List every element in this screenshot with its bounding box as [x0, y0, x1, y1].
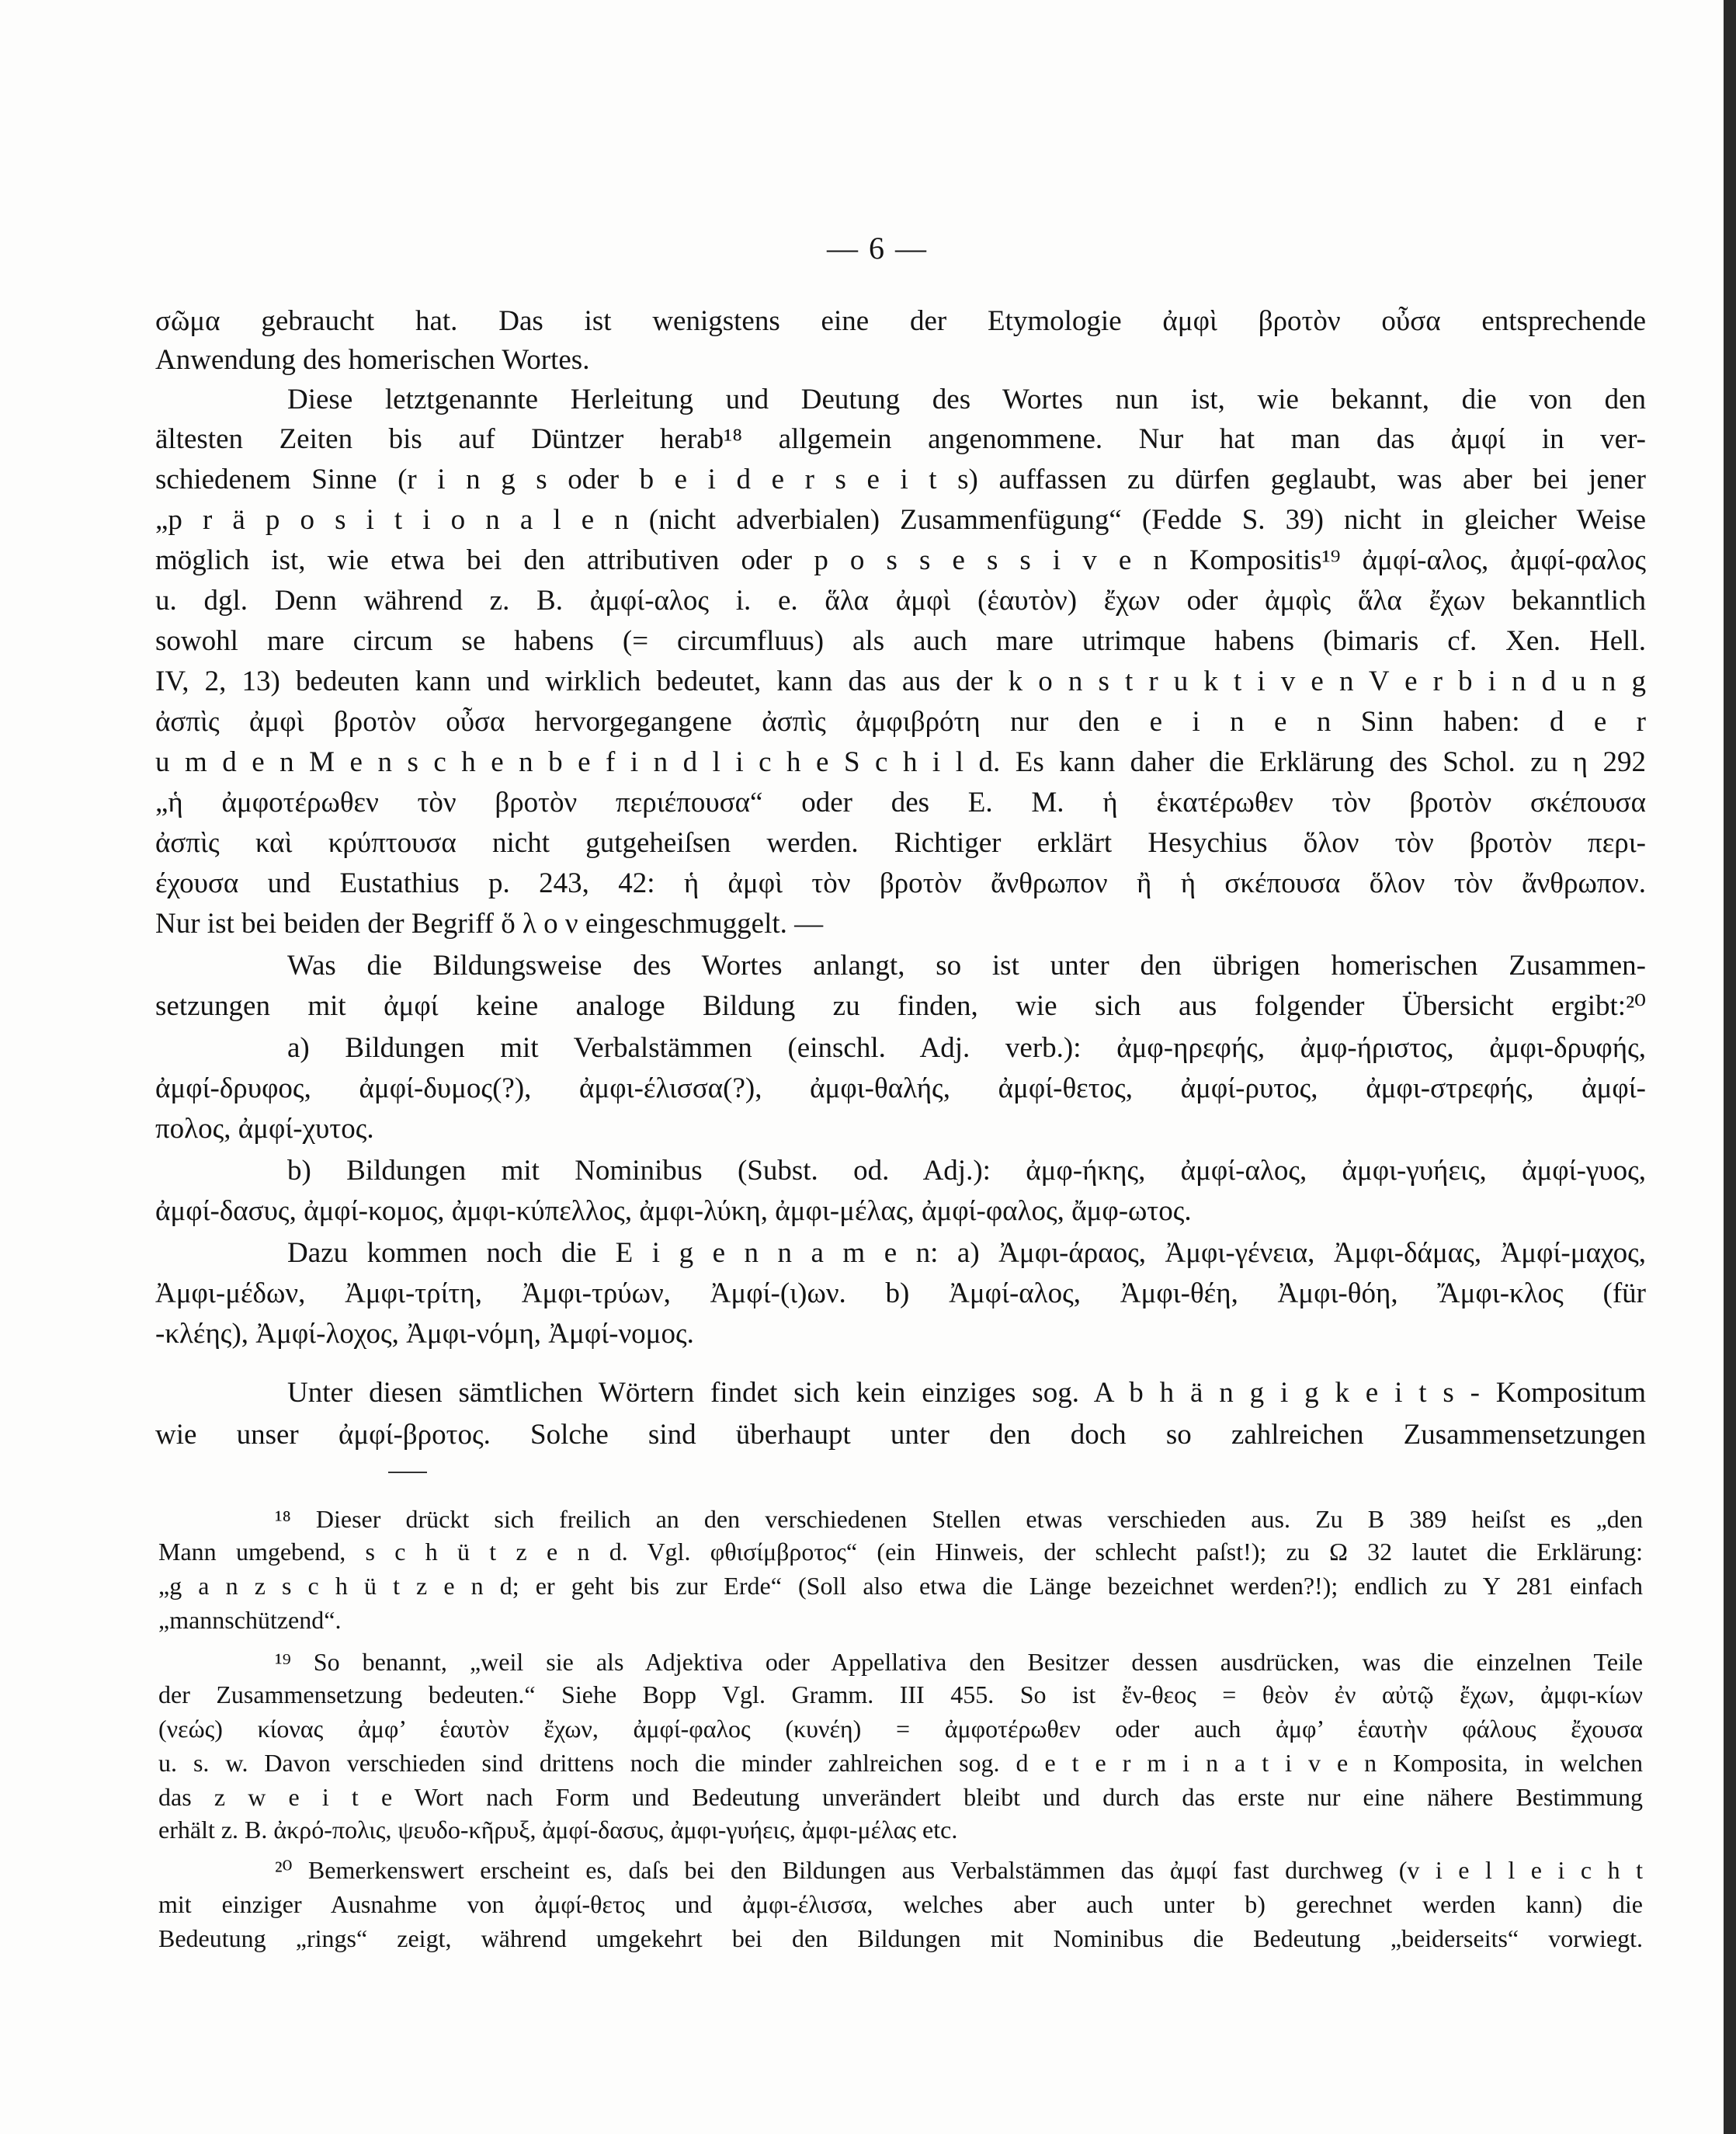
footnote-line: u. s. w. Davon verschieden sind drittens noch die minder zahlreichen sog. d e t e r m i n a t i v e n Komposita, in welchen: [158, 1749, 1643, 1777]
body-line: Was die Bildungsweise des Wortes anlangt, so ist unter den übrigen homerischen Zusammen-: [287, 950, 1646, 982]
body-line: möglich ist, wie etwa bei den attributiven oder p o s s e s s i v e n Kompositis¹⁹ ἀμφί-αλος, ἀμφί-φαλος: [155, 544, 1646, 576]
footnote-line: ¹⁹ So benannt, „weil sie als Adjektiva oder Appellativa den Besitzer dessen ausdrücken, was die einzelnen Teile: [275, 1648, 1643, 1676]
footnote-line: „g a n z s c h ü t z e n d; er geht bis zur Erde“ (Soll also etwa die Länge bezeichnet werden?!); endlich zu Y 281 einfach: [158, 1572, 1643, 1600]
body-line: setzungen mit ἀμφί keine analoge Bildung zu finden, wie sich aus folgender Übersicht ergibt:²⁰: [155, 990, 1646, 1022]
footnote-line: das z w e i t e Wort nach Form und Bedeutung unverändert bleibt und durch das erste nur eine nähere Bestimmung: [158, 1783, 1643, 1811]
body-line: u m d e n M e n s c h e n b e f i n d l i c h e S c h i l d. Es kann daher die Erklärung des Schol. zu η 292: [155, 746, 1646, 778]
body-line: b) Bildungen mit Nominibus (Subst. od. Adj.): ἀμφ-ήκης, ἀμφί-αλος, ἀμφι-γυήεις, ἀμφί-γυος,: [287, 1155, 1646, 1187]
body-line: IV, 2, 13) bedeuten kann und wirklich bedeutet, kann das aus der k o n s t r u k t i v e n V e r b i n d u n g: [155, 666, 1646, 697]
body-line: ἀμφί-δρυφος, ἀμφί-δυμος(?), ἀμφι-έλισσα(?), ἀμφι-θαλής, ἀμφί-θετος, ἀμφί-ρυτος, ἀμφι-στρεφής, ἀμφί-: [155, 1072, 1646, 1104]
footnote-line: ¹⁸ Dieser drückt sich freilich an den verschiedenen Stellen etwas verschieden aus. Zu B 389 heiſst es „den: [275, 1505, 1643, 1533]
body-line: σῶμα gebraucht hat. Das ist wenigstens eine der Etymologie ἀμφὶ βροτὸν οὖσα entsprechende: [155, 305, 1646, 337]
body-line: Ἀμφι-μέδων, Ἀμφι-τρίτη, Ἀμφι-τρύων, Ἀμφί-(ι)ων. b) Ἀμφί-αλος, Ἀμφι-θέη, Ἀμφι-θόη, Ἄμφι-κλος (für: [155, 1277, 1646, 1309]
body-line: „ἡ ἀμφοτέρωθεν τὸν βροτὸν περιέπουσα“ oder des E. M. ἡ ἑκατέρωθεν τὸν βροτὸν σκέπουσα: [155, 787, 1646, 818]
body-line: Nur ist bei beiden der Begriff ὅ λ ο ν eingeschmuggelt. —: [155, 908, 824, 940]
body-line: ἀσπὶς ἀμφὶ βροτὸν οὖσα hervorgegangene ἀσπὶς ἀμφιβρότη nur den e i n e n Sinn haben: d e r: [155, 706, 1646, 738]
footnote-line: (νεώς) κίονας ἀμφ’ ἑαυτὸν ἔχων, ἀμφί-φαλος (κυνέη) = ἀμφοτέρωθεν oder auch ἀμφ’ ἑαυτὴν φάλους ἔχουσα: [158, 1715, 1643, 1743]
body-line: u. dgl. Denn während z. B. ἀμφί-αλος i. e. ἅλα ἀμφὶ (ἑαυτὸν) ἔχων oder ἀμφὶς ἅλα ἔχων bekanntlich: [155, 585, 1646, 617]
body-line: ältesten Zeiten bis auf Düntzer herab¹⁸ allgemein angenommene. Nur hat man das ἀμφί in ver-: [155, 423, 1646, 455]
scan-edge: [1724, 0, 1736, 2134]
body-line: πολος, ἀμφί-χυτος.: [155, 1113, 374, 1145]
body-line: wie unser ἀμφί-βροτος. Solche sind überhaupt unter den doch so zahlreichen Zusammensetzungen: [155, 1419, 1646, 1451]
body-line: Dazu kommen noch die E i g e n n a m e n: a) Ἀμφι-άραος, Ἀμφι-γένεια, Ἀμφι-δάμας, Ἀμφί-μαχος,: [287, 1237, 1646, 1269]
body-line: a) Bildungen mit Verbalstämmen (einschl. Adj. verb.): ἀμφ-ηρεφής, ἀμφ-ήριστος, ἀμφι-δρυφής,: [287, 1032, 1646, 1064]
page-number: — 6 —: [827, 231, 928, 266]
footnote-line: mit einziger Ausnahme von ἀμφί-θετος und ἀμφι-έλισσα, welches aber auch unter b) gerechnet werden kann) die: [158, 1890, 1643, 1918]
footnote-line: der Zusammensetzung bedeuten.“ Siehe Bopp Vgl. Gramm. III 455. So ist ἔν-θεος = θεὸν ἐν αὐτῷ ἔχων, ἀμφι-κίων: [158, 1680, 1643, 1708]
footnote-line: Mann umgebend, s c h ü t z e n d. Vgl. φθισίμβροτος“ (ein Hinweis, der schlecht paſst!); zu Ω 32 lautet die Erklärung:: [158, 1538, 1643, 1566]
body-line: „p r ä p o s i t i o n a l e n (nicht adverbialen) Zusammenfügung“ (Fedde S. 39) nicht in gleicher Weise: [155, 504, 1646, 536]
body-line: Unter diesen sämtlichen Wörtern findet sich kein einziges sog. A b h ä n g i g k e i t s - Kompositum: [287, 1377, 1646, 1409]
body-line: sowohl mare circum se habens (= circumfluus) als auch mare utrimque habens (bimaris cf. Xen. Hell.: [155, 625, 1646, 657]
body-line: -κλέης), Ἀμφί-λοχος, Ἀμφι-νόμη, Ἀμφί-νομος.: [155, 1318, 694, 1350]
footnote-divider: [388, 1472, 427, 1473]
body-line: Diese letztgenannte Herleitung und Deutung des Wortes nun ist, wie bekannt, die von den: [287, 384, 1646, 415]
body-line: schiedenem Sinne (r i n g s oder b e i d e r s e i t s) auffassen zu dürfen geglaubt, was aber bei jener: [155, 464, 1646, 495]
body-line: ἀμφί-δασυς, ἀμφί-κομος, ἀμφι-κύπελλος, ἀμφι-λύκη, ἀμφι-μέλας, ἀμφί-φαλος, ἄμφ-ωτος.: [155, 1195, 1192, 1227]
body-line: έχουσα und Eustathius p. 243, 42: ἡ ἀμφὶ τὸν βροτὸν ἄνθρωπον ἢ ἡ σκέπουσα ὅλον τὸν ἄνθρωπον.: [155, 867, 1646, 899]
footnote-line: Bedeutung „rings“ zeigt, während umgekehrt bei den Bildungen mit Nominibus die Bedeutung „beiderseits“ vorwiegt.: [158, 1924, 1643, 1952]
footnote-line: erhält z. B. ἀκρό-πολις, ψευδο-κῆρυξ, ἀμφί-δασυς, ἀμφι-γυήεις, ἀμφι-μέλας etc.: [158, 1816, 958, 1844]
body-line: ἀσπὶς καὶ κρύπτουσα nicht gutgeheiſsen werden. Richtiger erklärt Hesychius ὅλον τὸν βροτὸν περι-: [155, 827, 1646, 859]
footnote-line: ²⁰ Bemerkenswert erscheint es, daſs bei den Bildungen aus Verbalstämmen das ἀμφί fast durchweg (v i e l l e i c h t: [275, 1856, 1643, 1884]
body-line: Anwendung des homerischen Wortes.: [155, 344, 590, 376]
footnote-line: „mannschützend“.: [158, 1606, 342, 1634]
